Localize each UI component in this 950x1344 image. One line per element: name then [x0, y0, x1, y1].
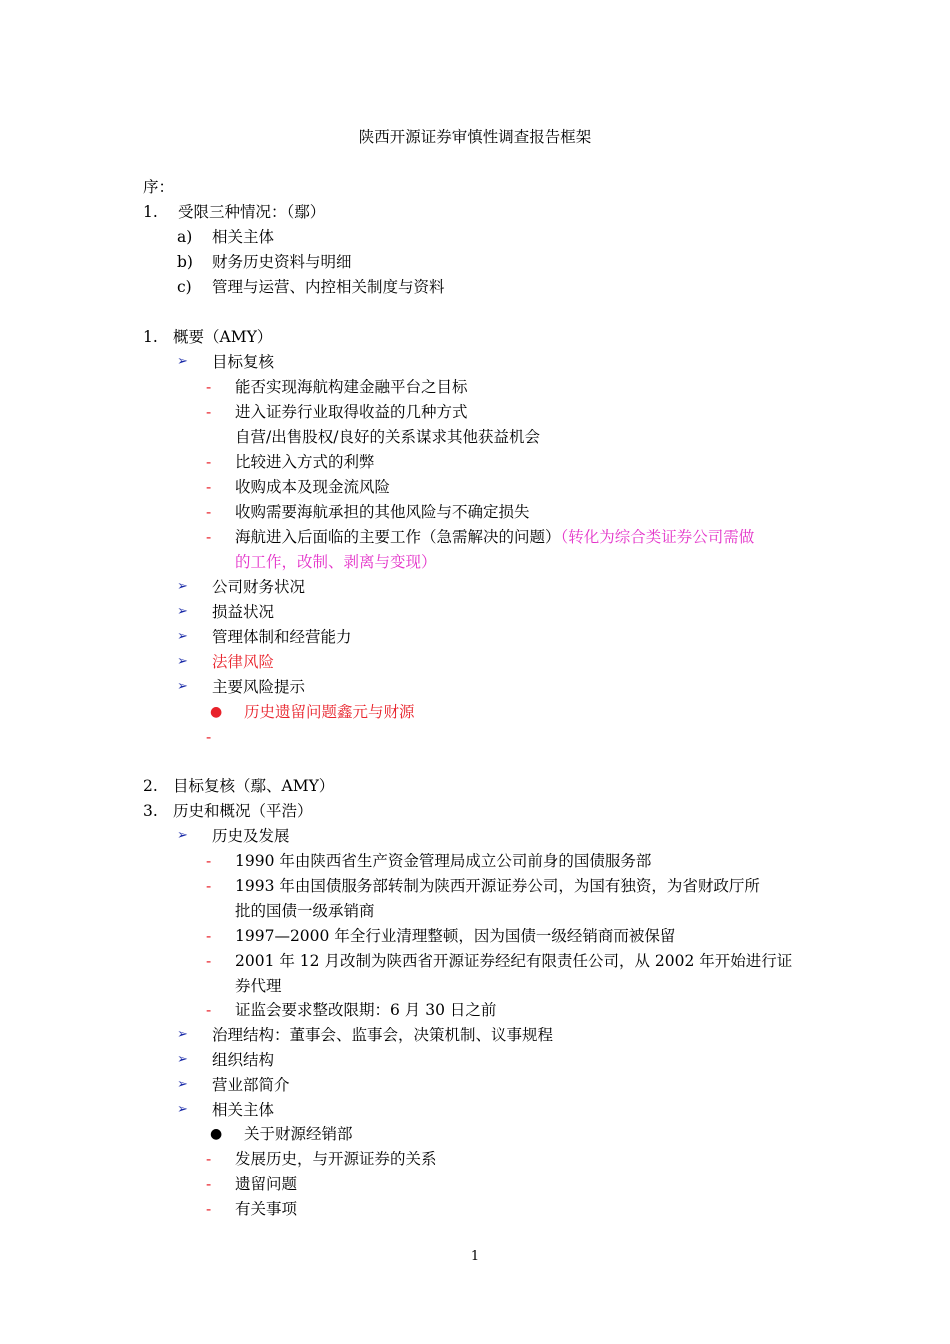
- preface-sub-mark-c: c): [177, 278, 192, 296]
- s3-item-org-structure: 组织结构: [212, 1051, 275, 1069]
- main-work-note: （转化为综合类证券公司需做: [560, 528, 755, 546]
- arrow-bullet-icon: ➢: [177, 1027, 188, 1042]
- section3-title: 历史和概况（平浩）: [173, 802, 313, 820]
- s3-item-related-entities: 相关主体: [212, 1101, 275, 1119]
- section1-title: 概要（AMY）: [173, 328, 273, 346]
- s3-item-branches: 营业部简介: [212, 1076, 290, 1094]
- s1-sub-item: 进入证券行业取得收益的几种方式: [235, 403, 468, 421]
- s1-item-management: 管理体制和经营能力: [212, 628, 352, 646]
- s1-sub-item: 收购成本及现金流风险: [235, 478, 391, 496]
- dash-bullet-icon: -: [206, 478, 212, 496]
- main-work-note-continued: 的工作，改制、剥离与变现）: [235, 553, 437, 571]
- dash-bullet-icon: -: [206, 403, 212, 421]
- page-number: 1: [470, 1249, 480, 1264]
- related-item: 发展历史，与开源证券的关系: [235, 1150, 437, 1168]
- preface-sub-text-c: 管理与运营、内控相关制度与资料: [212, 278, 445, 296]
- section3-number: 3.: [143, 802, 158, 820]
- history-item: 2001 年 12 月改制为陕西省开源证券经纪有限责任公司，从 2002 年开始进行证: [235, 952, 793, 970]
- section2-number: 2.: [143, 777, 158, 795]
- s1-sub-item-main-work: [235, 527, 754, 547]
- preface-sub-text-b: 财务历史资料与明细: [212, 253, 352, 271]
- dash-bullet-icon: -: [206, 1175, 212, 1193]
- arrow-bullet-icon: ➢: [177, 1102, 188, 1117]
- history-item-continued: 批的国债一级承销商: [235, 902, 375, 920]
- related-item: 遗留问题: [235, 1175, 298, 1193]
- page-title: 陕西开源证券审慎性调查报告框架: [358, 128, 592, 146]
- dash-bullet-icon: -: [206, 927, 212, 945]
- arrow-bullet-icon: ➢: [177, 1052, 188, 1067]
- preface-item-number: 1.: [143, 203, 158, 221]
- arrow-bullet-icon: ➢: [177, 354, 188, 369]
- dash-bullet-icon: -: [206, 1150, 212, 1168]
- s1-bullet-legacy-issues: 历史遗留问题鑫元与财源: [244, 703, 415, 721]
- section2-title: 目标复核（鄢、AMY）: [173, 777, 335, 795]
- dash-bullet-icon: -: [206, 378, 212, 396]
- s1-sub-item: 能否实现海航构建金融平台之目标: [235, 378, 468, 396]
- preface-sub-mark-a: a): [177, 228, 193, 246]
- dash-bullet-icon: -: [206, 528, 212, 546]
- arrow-bullet-icon: ➢: [177, 654, 188, 669]
- history-item: 1993 年由国债服务部转制为陕西开源证券公司，为国有独资，为省财政厅所: [235, 877, 760, 895]
- arrow-bullet-icon: ➢: [177, 679, 188, 694]
- dash-bullet-icon: -: [206, 852, 212, 870]
- preface-sub-text-a: 相关主体: [212, 228, 275, 246]
- arrow-bullet-icon: ➢: [177, 828, 188, 843]
- main-work-text: 海航进入后面临的主要工作（急需解决的问题）: [235, 528, 561, 546]
- s3-bullet-caiyuan: 关于财源经销部: [244, 1125, 353, 1143]
- dash-bullet-icon: -: [206, 877, 212, 895]
- arrow-bullet-icon: ➢: [177, 579, 188, 594]
- s1-item-target-review: 目标复核: [212, 353, 275, 371]
- history-item: 证监会要求整改限期：6 月 30 日之前: [235, 1001, 497, 1019]
- dash-bullet-icon: -: [206, 503, 212, 521]
- s1-sub-item: 比较进入方式的利弊: [235, 453, 375, 471]
- round-bullet-icon: ●: [210, 704, 223, 720]
- s1-sub-item: 收购需要海航承担的其他风险与不确定损失: [235, 503, 530, 521]
- section1-number: 1.: [143, 328, 158, 346]
- s3-item-history: 历史及发展: [212, 827, 290, 845]
- dash-bullet-icon: -: [206, 728, 212, 746]
- dash-bullet-icon: -: [206, 952, 212, 970]
- related-item: 有关事项: [235, 1200, 298, 1218]
- s3-item-governance: 治理结构：董事会、监事会，决策机制、议事规程: [212, 1026, 554, 1044]
- s1-sub-item-continued: 自营/出售股权/良好的关系谋求其他获益机会: [235, 428, 540, 446]
- history-item-continued: 券代理: [235, 977, 282, 995]
- arrow-bullet-icon: ➢: [177, 1077, 188, 1092]
- history-item: 1990 年由陕西省生产资金管理局成立公司前身的国债服务部: [235, 852, 652, 870]
- preface-sub-mark-b: b): [177, 253, 193, 271]
- s1-item-profit-loss: 损益状况: [212, 603, 275, 621]
- preface-label: 序：: [143, 178, 175, 196]
- arrow-bullet-icon: ➢: [177, 604, 188, 619]
- s1-item-legal-risk: 法律风险: [212, 653, 275, 671]
- history-item: 1997—2000 年全行业清理整顿，因为国债一级经销商而被保留: [235, 927, 676, 945]
- dash-bullet-icon: -: [206, 1001, 212, 1019]
- dash-bullet-icon: -: [206, 453, 212, 471]
- s1-item-risk-tips: 主要风险提示: [212, 678, 306, 696]
- s1-item-finance: 公司财务状况: [212, 578, 306, 596]
- round-bullet-icon: ●: [210, 1126, 223, 1142]
- dash-bullet-icon: -: [206, 1200, 212, 1218]
- preface-item-text: 受限三种情况：（鄢）: [178, 203, 326, 221]
- arrow-bullet-icon: ➢: [177, 629, 188, 644]
